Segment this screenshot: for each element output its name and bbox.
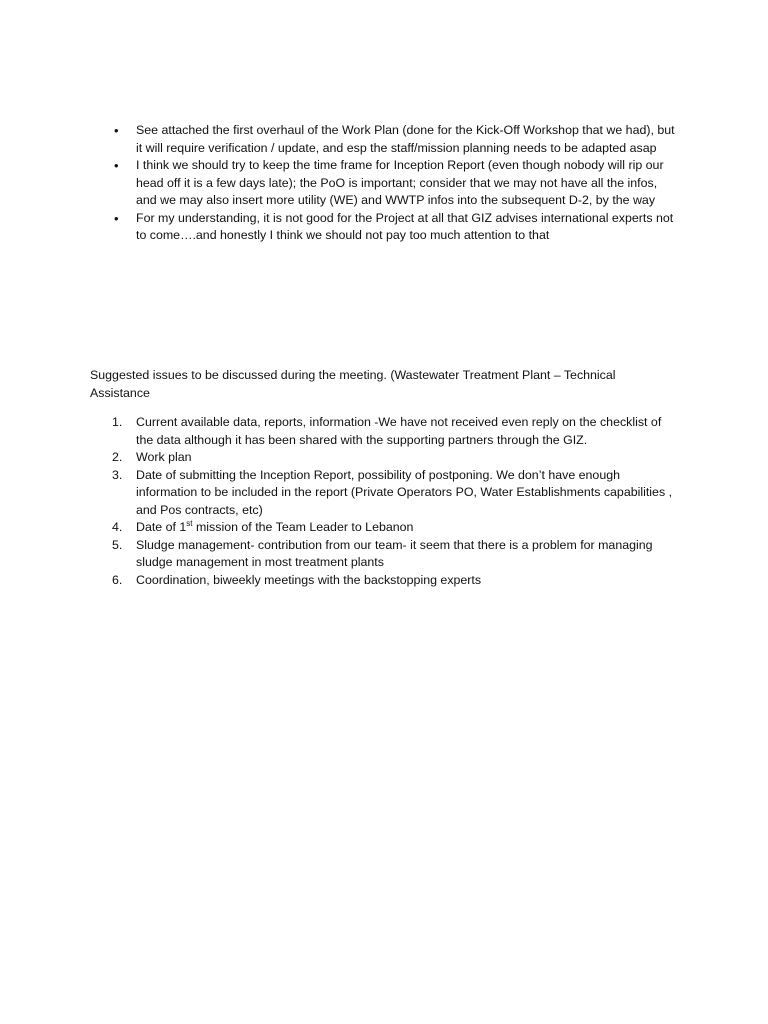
numbered-item <box>112 518 676 537</box>
ordinal-suffix: st <box>186 518 193 528</box>
bullet-text: For my understanding, it is not good for the Project at all that GIZ advises international experts not to come….and honestly I think we should not pay too much attention to that <box>136 210 674 242</box>
item-number: 6. <box>112 572 123 587</box>
item-text: Work plan <box>136 450 192 464</box>
item-text-start: Date of 1 <box>136 520 187 534</box>
bullet-item <box>114 210 676 245</box>
numbered-item <box>112 449 676 467</box>
item-text-end: mission of the Team Leader to Lebanon <box>192 520 414 534</box>
bullet-list <box>114 122 676 245</box>
bullet-dot-icon: • <box>114 210 119 226</box>
item-number: 5. <box>112 537 123 552</box>
numbered-item <box>112 572 676 590</box>
item-text: Current available data, reports, information -We have not received even reply on the checklist of the data although it has been shared with the supporting partners through the GIZ. <box>136 415 662 447</box>
item-text: Sludge management- contribution from our team- it seem that there is a problem for managing sludge management in most treatment plants <box>136 537 653 569</box>
bullet-text: See attached the first overhaul of the Work Plan (done for the Kick-Off Workshop that we had), but it will require verification / update, and esp the staff/mission planning needs to be adapted asap <box>136 123 675 155</box>
numbered-item <box>112 537 676 572</box>
numbered-item <box>112 414 676 449</box>
numbered-list <box>112 414 676 589</box>
item-text: Coordination, biweekly meetings with the backstopping experts <box>136 572 482 587</box>
bullet-dot-icon: • <box>114 158 119 173</box>
numbered-item <box>112 467 676 520</box>
bullet-dot-icon: • <box>114 123 119 138</box>
item-number: 2. <box>112 450 123 464</box>
item-text: Date of submitting the Inception Report, possibility of postponing. We don’t have enough information to be included in the report (Private Operators PO, Water Establishments capabilities , and Pos contracts, etc) <box>136 467 673 517</box>
item-number: 1. <box>112 415 123 429</box>
bullet-text: I think we should try to keep the time frame for Inception Report (even though nobody will rip our head off it is a few days late); the PoO is important; consider that we may not have all the infos, and we may also insert more utility (WE) and WWTP infos into the subsequent D-2, by the way <box>136 158 664 207</box>
bullet-item <box>114 122 676 157</box>
item-number: 3. <box>112 467 123 482</box>
bullet-item <box>114 157 676 210</box>
meeting-intro-paragraph: Suggested issues to be discussed during the meeting. (Wastewater Treatment Plant – Technical Assistance <box>90 368 616 400</box>
item-number: 4. <box>112 520 123 534</box>
